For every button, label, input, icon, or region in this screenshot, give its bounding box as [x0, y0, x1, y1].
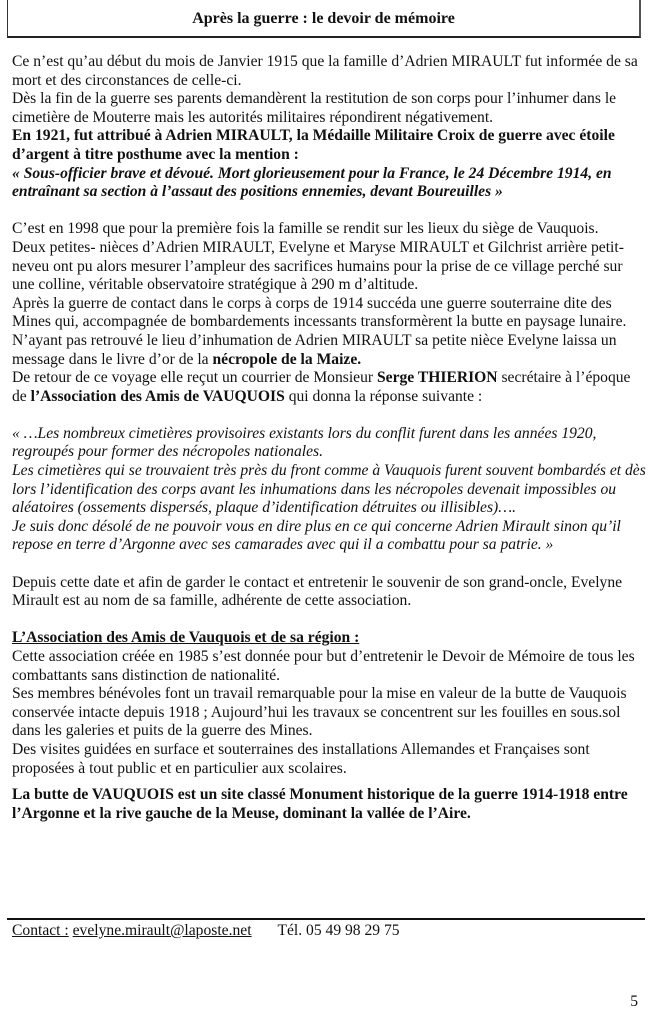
paragraph-membership: Depuis cette date et afin de garder le contact et entretenir le souvenir de son grand-oncle, Evelyne Mirault est au nom de sa famille, adhérente de cette association. [12, 573, 623, 610]
paragraph-mine-war: Après la guerre de contact dans le corps à corps de 1914 succéda une guerre souterraine dite des Mines qui, accompagnée de bombardements incessants transformèrent la butte en paysage lunaire. [12, 294, 627, 331]
paragraph-medal: En 1921, fut attribué à Adrien MIRAULT, la Médaille Militaire Croix de guerre avec étoile d’argent à titre posthume avec la mention : [12, 127, 615, 163]
title-box [7, 0, 641, 38]
contact-label: Contact : [12, 922, 69, 939]
text: N’ayant pas retrouvé le lieu d’inhumation de Adrien MIRAULT sa petite nièce Evelyne laissa un message dans le livre d’or de la [12, 331, 617, 368]
text: qui donna la réponse suivante : [284, 387, 483, 405]
text: secrétaire à l’époque de [12, 369, 631, 405]
paragraph-letter [12, 369, 648, 406]
quote-paragraph-3: Je suis donc désolé de ne pouvoir vous en dire plus en ce qui concerne Adrien Mirault sinon qu’il repose en terre d’Argonne avec ses camarades avec qui il a combattu pour sa patrie. » [12, 517, 621, 554]
spacer [12, 202, 648, 221]
closing-statement: La butte de VAUQUOIS est un site classé Monument historique de la guerre 1914-1918 entre l’Argonne et la rive gauche de la Meuse, dominant la vallée de l’Aire. [12, 786, 628, 822]
spacer [12, 778, 648, 786]
quote-paragraph-2: Les cimetières qui se trouvaient très près du front comme à Vauquois furent souvent bombardés et dès lors l’identification des corps avant les inhumations dans les nécropoles devenait impossibles ou aléatoires (ossements dispersés, plaque d’identification détruites ou illisibles)…. [12, 462, 646, 517]
page-title: Après la guerre : le devoir de mémoire [192, 10, 455, 27]
paragraph-necropolis [12, 332, 648, 369]
text: De retour de ce voyage elle reçut un courrier de Monsieur [12, 369, 377, 387]
paragraph-citation: « Sous-officier brave et dévoué. Mort glorieusement pour la France, le 24 Décembre 1914, en entraînant sa section à l’assaut des positions ennemies, devant Boureuilles » [12, 164, 612, 201]
footer-divider [7, 918, 645, 920]
association-paragraph-2: Ses membres bénévoles font un travail remarquable pour la mise en valeur de la butte de Vauquois conservée intacte depuis 1918 ; Aujourd’hui les travaux se concentrent sur les fouilles en sous.sol dans les galeries et puits de la guerre des Mines. [12, 685, 627, 740]
paragraph-news-1915: Ce n’est qu’au début du mois de Janvier 1915 que la famille d’Adrien MIRAULT fut informée de sa mort et des circonstances de celle-ci. [12, 53, 638, 89]
secretary-name: Serge THIERION [377, 369, 498, 387]
association-heading: L’Association des Amis de Vauquois et de sa région : [12, 629, 360, 647]
document-body [12, 53, 648, 823]
contact-line [12, 922, 400, 940]
paragraph-visit-1998: C’est en 1998 que pour la première fois la famille se rendit sur les lieux du siège de Vauquois. [12, 220, 599, 238]
necropolis-name: nécropole de la Maize. [212, 350, 362, 368]
page-number: 5 [630, 993, 638, 1010]
paragraph-nieces: Deux petites- nièces d’Adrien MIRAULT, Evelyne et Maryse MIRAULT et Gilchrist arrière petit- neveu ont pu alors mesurer l’ampleur des sacrifices humains pour la prise de ce village perché sur une colline, véritable observatoire stratégique à 290 m d’altitude. [12, 238, 624, 294]
contact-email-link[interactable]: evelyne.mirault@laposte.net [72, 922, 252, 939]
paragraph-restitution: Dès la fin de la guerre ses parents demandèrent la restitution de son corps pour l’inhumer dans le cimetière de Mouterre mais les autorités militaires répondirent négativement. [12, 90, 617, 126]
spacer [12, 611, 648, 630]
contact-phone: Tél. 05 49 98 29 75 [277, 922, 400, 939]
association-paragraph-3: Des visites guidées en surface et souterraines des installations Allemandes et Françaises sont proposées à tout public et en particulier aux scolaires. [12, 740, 590, 777]
quote-paragraph-1: « …Les nombreux cimetières provisoires existants lors du conflit furent dans les années 1920, regroupés pour former des nécropoles nationales. [12, 424, 597, 461]
association-name: l’Association des Amis de VAUQUOIS [30, 387, 285, 405]
spacer [12, 406, 648, 425]
association-paragraph-1: Cette association créée en 1985 s’est donnée pour but d’entretenir le Devoir de Mémoire de tous les combattants sans distinction de nationalité. [12, 648, 635, 684]
spacer [12, 555, 648, 574]
